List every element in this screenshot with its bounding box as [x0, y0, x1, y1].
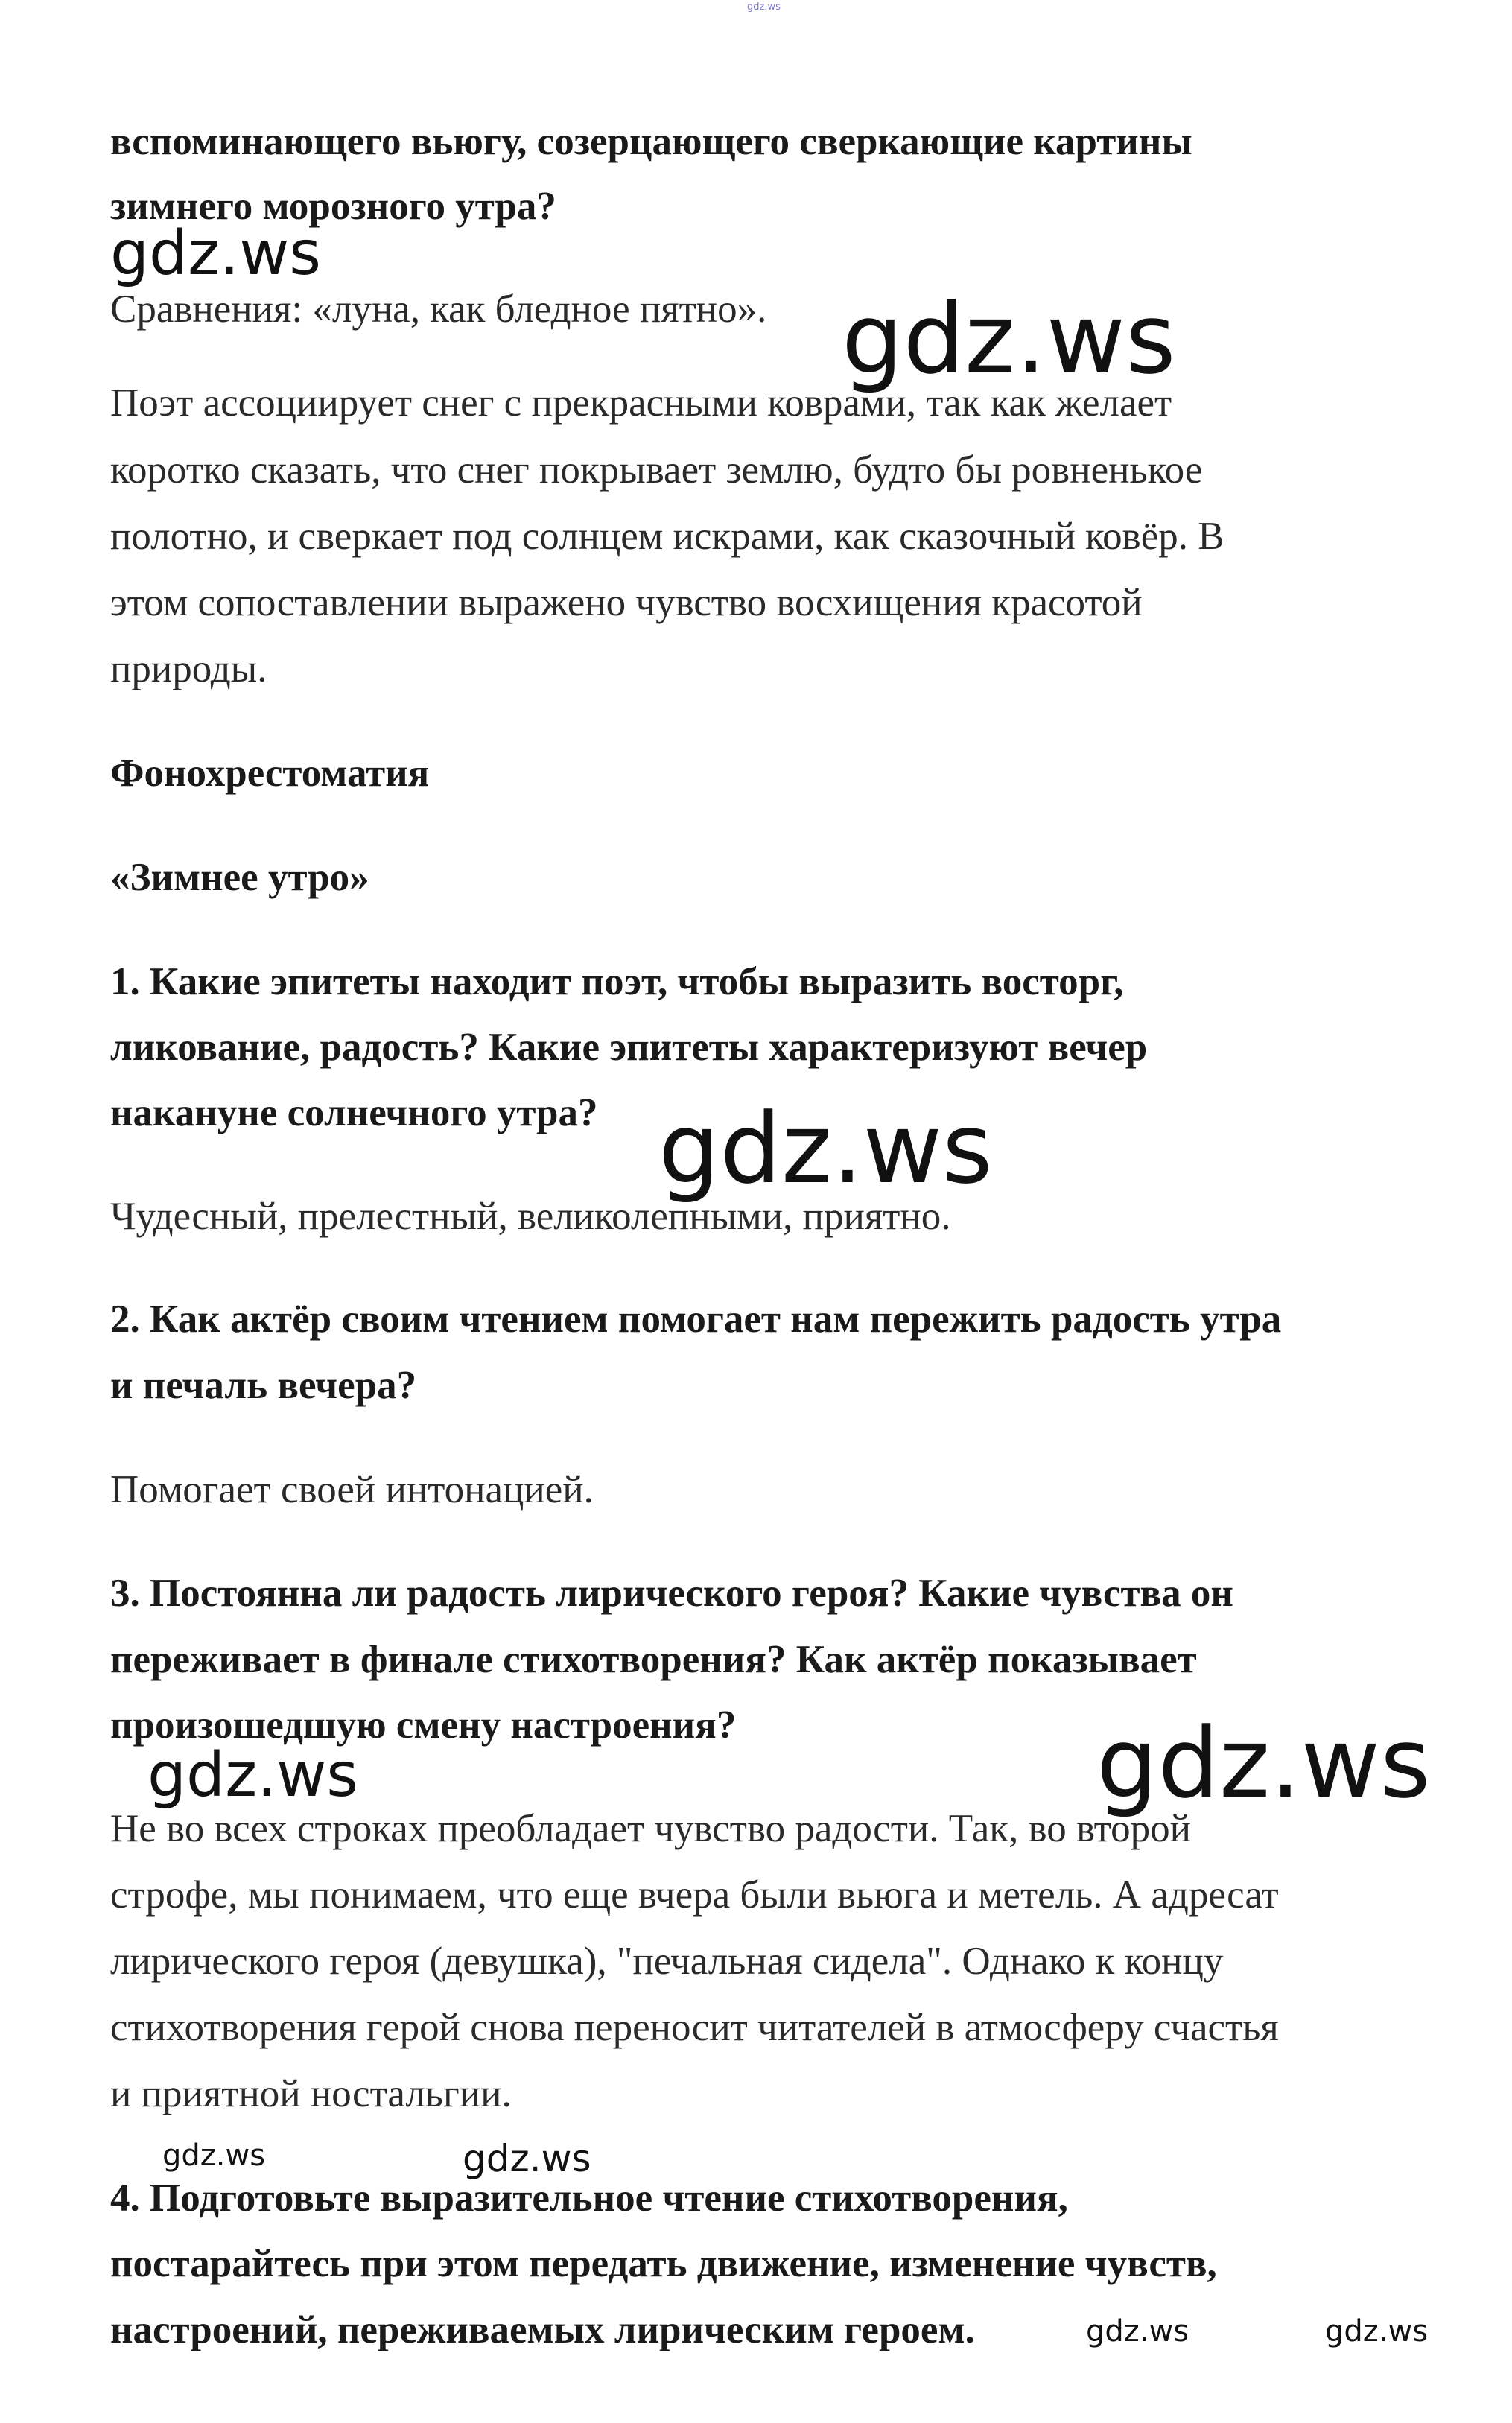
- watermark-1: gdz.ws: [110, 218, 321, 289]
- answer-1: Чудесный, прелестный, великолепными, приятно.: [110, 1195, 951, 1238]
- answer-3-line-5: и приятной ностальгии.: [110, 2072, 512, 2115]
- intro-question-line-1: вспоминающего вьюгу, созерцающего сверкающие картины: [110, 120, 1192, 163]
- poem-title: «Зимнее утро»: [110, 856, 369, 899]
- watermark-6: gdz.ws: [162, 2138, 266, 2173]
- watermark-8: gdz.ws: [1086, 2314, 1189, 2349]
- watermark-5: gdz.ws: [147, 1740, 358, 1811]
- answer-3-line-1: Не во всех строках преобладает чувство радости. Так, во второй: [110, 1807, 1192, 1850]
- intro-answer-line-5: природы.: [110, 647, 267, 690]
- watermark-7: gdz.ws: [463, 2137, 591, 2180]
- answer-3-line-2: строфе, мы понимаем, что еще вчера были вьюга и метель. А адресат: [110, 1873, 1279, 1917]
- answer-3-line-4: стихотворения герой снова переносит читателей в атмосферу счастья: [110, 2006, 1279, 2049]
- answer-2: Помогает своей интонацией.: [110, 1468, 594, 1511]
- question-3-line-2: переживает в финале стихотворения? Как актёр показывает: [110, 1638, 1197, 1681]
- watermark-2: gdz.ws: [842, 282, 1176, 396]
- question-2-line-1: 2. Как актёр своим чтением помогает нам пережить радость утра: [110, 1298, 1282, 1341]
- section-title: Фонохрестоматия: [110, 752, 430, 795]
- question-2-line-2: и печаль вечера?: [110, 1364, 417, 1407]
- intro-question-line-2: зимнего морозного утра?: [110, 185, 556, 228]
- intro-answer-line-3: полотно, и сверкает под солнцем искрами, как сказочный ковёр. В: [110, 515, 1224, 558]
- question-3-line-1: 3. Постоянна ли радость лирического героя? Какие чувства он: [110, 1572, 1233, 1615]
- watermark-top: gdz.ws: [747, 1, 781, 13]
- question-4-line-3: настроений, переживаемых лирическим героем.: [110, 2308, 975, 2351]
- answer-3-line-3: лирического героя (девушка), "печальная сидела". Однако к концу: [110, 1940, 1224, 1983]
- question-1-line-1: 1. Какие эпитеты находит поэт, чтобы выразить восторг,: [110, 960, 1124, 1003]
- question-3-line-3: произошедшую смену настроения?: [110, 1703, 737, 1747]
- watermark-4: gdz.ws: [1096, 1706, 1431, 1820]
- watermark-3: gdz.ws: [658, 1092, 993, 1205]
- intro-answer-comparisons: Сравнения: «луна, как бледное пятно».: [110, 288, 767, 331]
- question-4-line-1: 4. Подготовьте выразительное чтение стихотворения,: [110, 2176, 1068, 2220]
- intro-answer-line-4: этом сопоставлении выражено чувство восхищения красотой: [110, 581, 1143, 624]
- question-1-line-2: ликование, радость? Какие эпитеты характеризуют вечер: [110, 1026, 1148, 1069]
- intro-answer-line-1: Поэт ассоциирует снег с прекрасными коврами, так как желает: [110, 381, 1172, 425]
- question-4-line-2: постарайтесь при этом передать движение, изменение чувств,: [110, 2242, 1217, 2285]
- question-1-line-3: накануне солнечного утра?: [110, 1091, 598, 1134]
- intro-answer-line-2: коротко сказать, что снег покрывает землю, будто бы ровненькое: [110, 448, 1203, 492]
- watermark-9: gdz.ws: [1325, 2314, 1429, 2349]
